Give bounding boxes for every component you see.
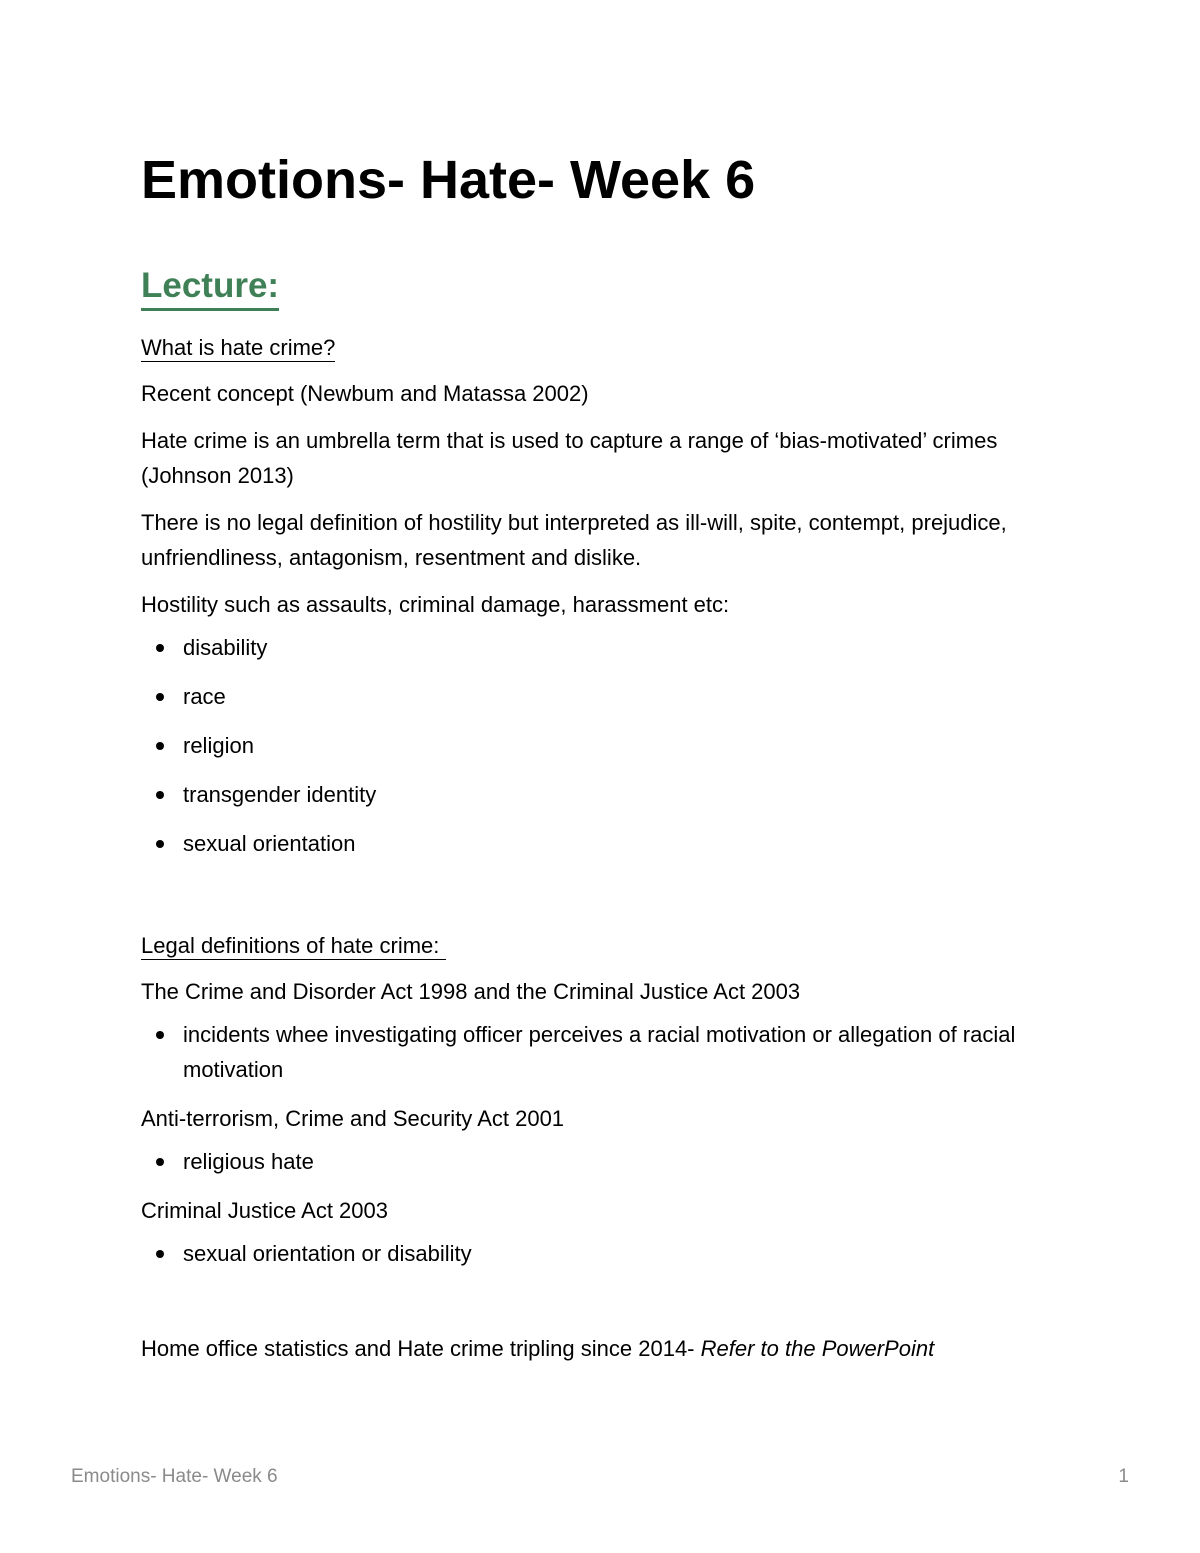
document-title: Emotions- Hate- Week 6 xyxy=(141,150,756,210)
paragraph-criminal-justice-act: Criminal Justice Act 2003 xyxy=(141,1198,388,1223)
list-item xyxy=(141,630,1081,665)
bullet-icon xyxy=(156,742,164,750)
list-item xyxy=(141,777,1081,812)
list-item xyxy=(141,1236,1081,1271)
hostility-list xyxy=(141,630,1081,861)
list-item xyxy=(141,679,1081,714)
anti-terrorism-list xyxy=(141,1144,1081,1179)
document-body xyxy=(141,140,1081,1366)
paragraph-hostility: Hostility such as assaults, criminal damage, harassment etc: xyxy=(141,592,730,617)
powerpoint-reference: Refer to the PowerPoint xyxy=(700,1336,935,1361)
bullet-icon xyxy=(156,1158,164,1166)
paragraph-crime-disorder-act: The Crime and Disorder Act 1998 and the Criminal Justice Act 2003 xyxy=(141,979,801,1004)
list-item-text: sexual orientation or disability xyxy=(183,1241,472,1266)
paragraph-umbrella-term: Hate crime is an umbrella term that is used to capture a range of ‘bias-motivated’ crimes (Johnson 2013) xyxy=(141,428,998,488)
bullet-icon xyxy=(156,1250,164,1258)
paragraph-recent-concept: Recent concept (Newbum and Matassa 2002) xyxy=(141,381,589,406)
list-item-text: incidents whee investigating officer perceives a racial motivation or allegation of racial motivation xyxy=(183,1022,1016,1082)
section-heading-lecture: Lecture: xyxy=(141,264,279,311)
bullet-icon xyxy=(156,644,164,652)
criminal-justice-list xyxy=(141,1236,1081,1271)
list-item-text: religious hate xyxy=(183,1149,314,1174)
subheading-what-is-hate-crime: What is hate crime? xyxy=(141,335,336,360)
bullet-icon xyxy=(156,1031,164,1039)
footer-title: Emotions- Hate- Week 6 xyxy=(71,1466,278,1487)
list-item-text: disability xyxy=(183,635,268,660)
subheading-legal-definitions: Legal definitions of hate crime: xyxy=(141,933,446,958)
list-item xyxy=(141,1144,1081,1179)
list-item-text: sexual orientation xyxy=(183,831,356,856)
paragraph-anti-terrorism-act: Anti-terrorism, Crime and Security Act 2001 xyxy=(141,1106,565,1131)
list-item xyxy=(141,826,1081,861)
bullet-icon xyxy=(156,791,164,799)
home-office-text: Home office statistics and Hate crime tripling since 2014- xyxy=(141,1336,701,1361)
list-item xyxy=(141,728,1081,763)
paragraph-no-legal-definition: There is no legal definition of hostility but interpreted as ill-will, spite, contempt, prejudice, unfriendliness, antagonism, resentment and dislike. xyxy=(141,510,1007,570)
list-item-text: race xyxy=(183,684,226,709)
list-item xyxy=(141,1017,1081,1087)
crime-disorder-list xyxy=(141,1017,1081,1087)
list-item-text: transgender identity xyxy=(183,782,377,807)
list-item-text: religion xyxy=(183,733,254,758)
paragraph-home-office-statistics xyxy=(141,1331,1081,1366)
bullet-icon xyxy=(156,693,164,701)
footer-page-number: 1 xyxy=(1118,1466,1129,1487)
bullet-icon xyxy=(156,840,164,848)
